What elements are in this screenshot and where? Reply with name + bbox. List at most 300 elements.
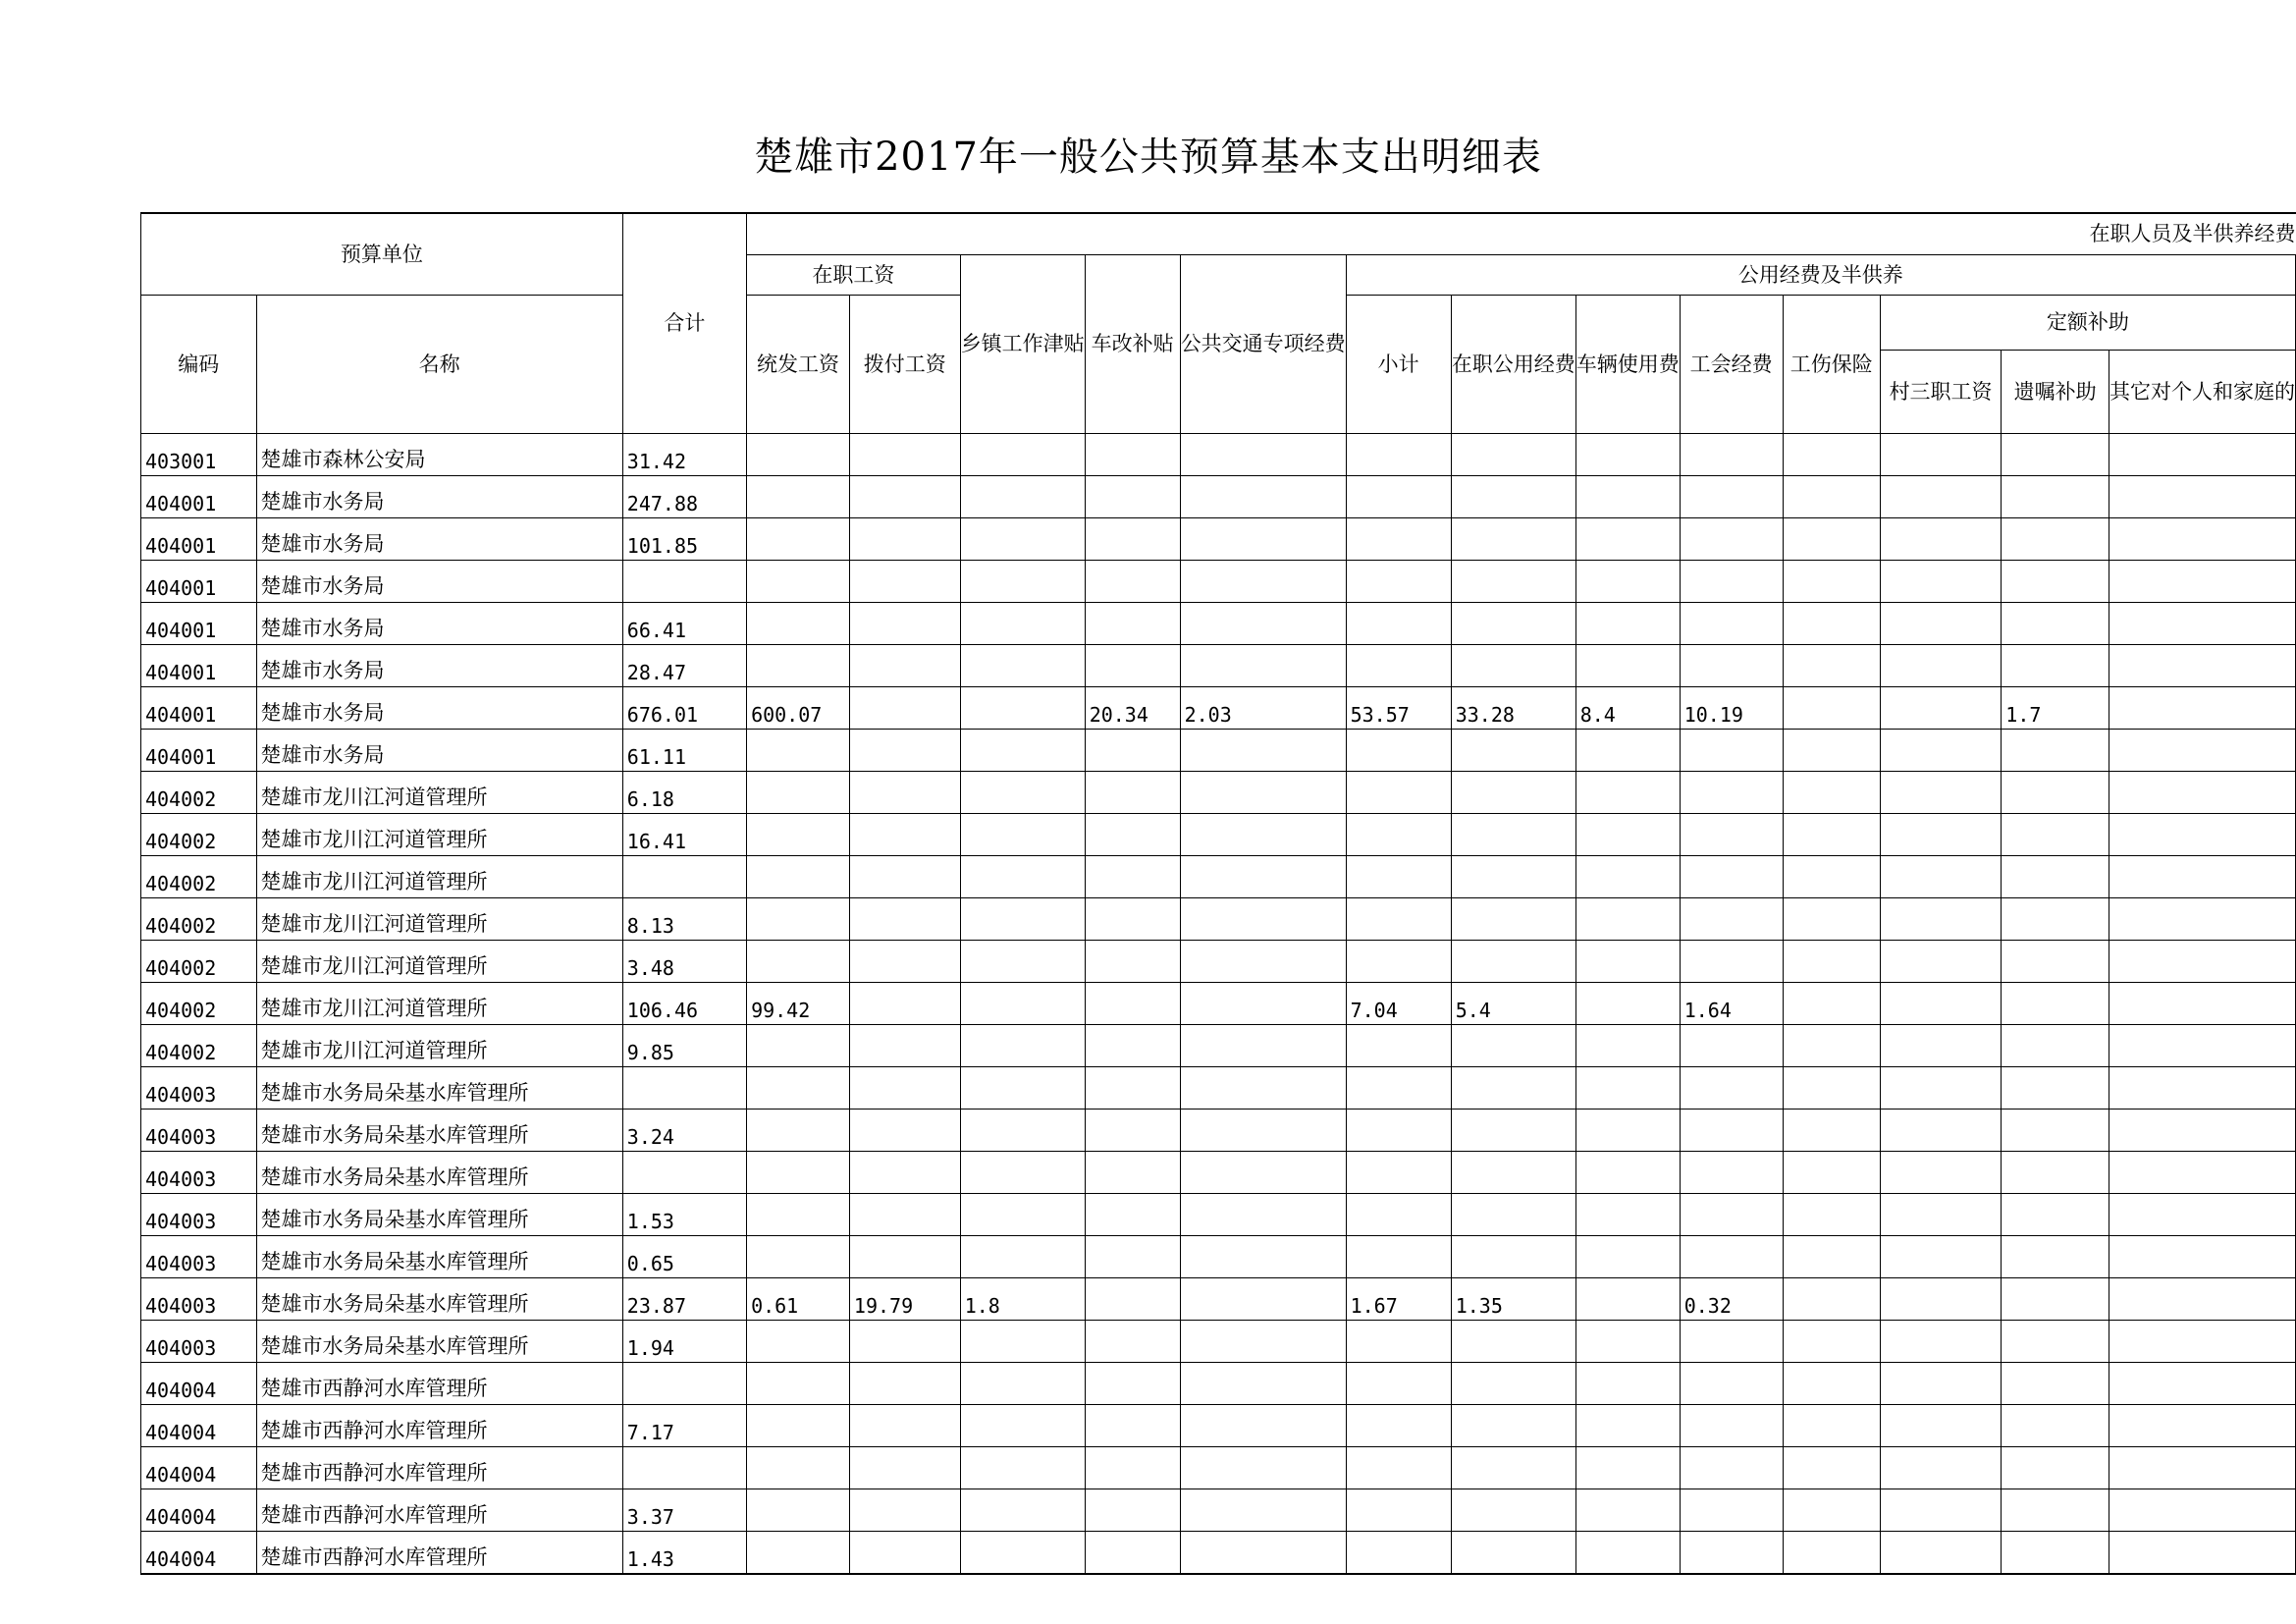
cell-unified-wages: [747, 476, 850, 518]
cell-village-three-wages: [1880, 561, 2001, 603]
cell-township-allowance: [960, 814, 1085, 856]
cell-injury-insurance: [1783, 1067, 1880, 1110]
cell-unified-wages: [747, 1489, 850, 1532]
cell-car-reform-subsidy: [1085, 1110, 1180, 1152]
cell-name: 楚雄市水务局朵基水库管理所: [256, 1194, 622, 1236]
table-row: [141, 941, 2296, 983]
cell-other-personal: [2109, 645, 2295, 687]
cell-allocated-wages: [849, 730, 960, 772]
table-row: [141, 1447, 2296, 1489]
cell-name: 楚雄市水务局朵基水库管理所: [256, 1110, 622, 1152]
table-row: [141, 772, 2296, 814]
cell-subtotal: [1346, 1152, 1451, 1194]
cell-injury-insurance: [1783, 1278, 1880, 1321]
cell-name: 楚雄市西静河水库管理所: [256, 1532, 622, 1575]
cell-injury-insurance: [1783, 1489, 1880, 1532]
cell-public-transport: [1180, 476, 1346, 518]
cell-code: 404003: [141, 1067, 257, 1110]
cell-car-reform-subsidy: [1085, 1489, 1180, 1532]
cell-village-three-wages: [1880, 983, 2001, 1025]
cell-vehicle-expense: [1575, 1067, 1680, 1110]
cell-township-allowance: [960, 1532, 1085, 1575]
cell-survivor-subsidy: [2002, 518, 2109, 561]
cell-public-transport: [1180, 772, 1346, 814]
cell-injury-insurance: [1783, 434, 1880, 476]
cell-township-allowance: [960, 561, 1085, 603]
cell-car-reform-subsidy: [1085, 772, 1180, 814]
cell-township-allowance: 1.8: [960, 1278, 1085, 1321]
cell-total: [622, 856, 746, 898]
cell-unified-wages: [747, 814, 850, 856]
cell-township-allowance: [960, 1405, 1085, 1447]
cell-car-reform-subsidy: [1085, 1236, 1180, 1278]
cell-union-expense: [1680, 1405, 1783, 1447]
cell-car-reform-subsidy: [1085, 898, 1180, 941]
cell-total: 106.46: [622, 983, 746, 1025]
cell-total: 23.87: [622, 1278, 746, 1321]
cell-code: 404001: [141, 645, 257, 687]
cell-code: 404004: [141, 1405, 257, 1447]
header-allocated-wages: 拨付工资: [849, 296, 960, 434]
cell-car-reform-subsidy: [1085, 434, 1180, 476]
cell-village-three-wages: [1880, 1236, 2001, 1278]
table-row: [141, 1405, 2296, 1447]
cell-public-transport: [1180, 1236, 1346, 1278]
table-row: [141, 856, 2296, 898]
cell-unified-wages: [747, 561, 850, 603]
cell-total: 1.43: [622, 1532, 746, 1575]
table-row: [141, 1363, 2296, 1405]
cell-code: 404004: [141, 1489, 257, 1532]
cell-name: 楚雄市森林公安局: [256, 434, 622, 476]
cell-car-reform-subsidy: [1085, 561, 1180, 603]
header-injury-insurance: 工伤保险: [1783, 296, 1880, 434]
header-vehicle-expense: 车辆使用费: [1575, 296, 1680, 434]
cell-name: 楚雄市龙川江河道管理所: [256, 772, 622, 814]
cell-subtotal: [1346, 1194, 1451, 1236]
cell-name: 楚雄市水务局朵基水库管理所: [256, 1152, 622, 1194]
cell-unified-wages: [747, 1405, 850, 1447]
cell-township-allowance: [960, 1067, 1085, 1110]
cell-code: 404003: [141, 1278, 257, 1321]
cell-township-allowance: [960, 518, 1085, 561]
cell-other-personal: [2109, 730, 2295, 772]
cell-subtotal: [1346, 518, 1451, 561]
cell-code: 404003: [141, 1321, 257, 1363]
cell-public-transport: [1180, 898, 1346, 941]
cell-allocated-wages: [849, 983, 960, 1025]
cell-total: 247.88: [622, 476, 746, 518]
cell-survivor-subsidy: [2002, 1236, 2109, 1278]
cell-injury-insurance: [1783, 1321, 1880, 1363]
cell-subtotal: [1346, 1363, 1451, 1405]
cell-name: 楚雄市水务局: [256, 687, 622, 730]
cell-vehicle-expense: [1575, 1532, 1680, 1575]
cell-car-reform-subsidy: [1085, 1278, 1180, 1321]
cell-name: 楚雄市水务局: [256, 518, 622, 561]
header-total: 合计: [622, 213, 746, 434]
cell-subtotal: [1346, 1236, 1451, 1278]
cell-staff-public-expense: [1451, 898, 1575, 941]
cell-public-transport: 2.03: [1180, 687, 1346, 730]
cell-name: 楚雄市龙川江河道管理所: [256, 814, 622, 856]
cell-allocated-wages: [849, 1152, 960, 1194]
cell-subtotal: [1346, 898, 1451, 941]
cell-total: 676.01: [622, 687, 746, 730]
cell-injury-insurance: [1783, 1532, 1880, 1575]
cell-village-three-wages: [1880, 1278, 2001, 1321]
cell-union-expense: [1680, 1194, 1783, 1236]
cell-name: 楚雄市西静河水库管理所: [256, 1405, 622, 1447]
cell-subtotal: [1346, 1067, 1451, 1110]
cell-other-personal: [2109, 1194, 2295, 1236]
cell-village-three-wages: [1880, 434, 2001, 476]
cell-car-reform-subsidy: 20.34: [1085, 687, 1180, 730]
cell-code: 404002: [141, 772, 257, 814]
cell-total: 7.17: [622, 1405, 746, 1447]
table-row: [141, 1532, 2296, 1575]
cell-allocated-wages: [849, 941, 960, 983]
cell-car-reform-subsidy: [1085, 518, 1180, 561]
cell-staff-public-expense: [1451, 1532, 1575, 1575]
cell-village-three-wages: [1880, 1489, 2001, 1532]
cell-union-expense: [1680, 1110, 1783, 1152]
cell-name: 楚雄市水务局朵基水库管理所: [256, 1321, 622, 1363]
cell-survivor-subsidy: [2002, 1532, 2109, 1575]
table-row: [141, 730, 2296, 772]
cell-car-reform-subsidy: [1085, 814, 1180, 856]
cell-name: 楚雄市水务局: [256, 561, 622, 603]
cell-vehicle-expense: [1575, 1447, 1680, 1489]
cell-vehicle-expense: [1575, 730, 1680, 772]
cell-other-personal: [2109, 814, 2295, 856]
cell-union-expense: [1680, 518, 1783, 561]
cell-unified-wages: [747, 1447, 850, 1489]
cell-car-reform-subsidy: [1085, 1447, 1180, 1489]
cell-union-expense: [1680, 434, 1783, 476]
cell-unified-wages: [747, 730, 850, 772]
cell-other-personal: [2109, 941, 2295, 983]
cell-township-allowance: [960, 1489, 1085, 1532]
table-row: [141, 434, 2296, 476]
cell-total: 9.85: [622, 1025, 746, 1067]
cell-staff-public-expense: [1451, 603, 1575, 645]
cell-other-personal: [2109, 1278, 2295, 1321]
cell-staff-public-expense: [1451, 856, 1575, 898]
cell-allocated-wages: 19.79: [849, 1278, 960, 1321]
cell-allocated-wages: [849, 1067, 960, 1110]
cell-total: 16.41: [622, 814, 746, 856]
cell-name: 楚雄市水务局: [256, 730, 622, 772]
cell-public-transport: [1180, 645, 1346, 687]
cell-injury-insurance: [1783, 1152, 1880, 1194]
cell-public-transport: [1180, 518, 1346, 561]
cell-code: 404003: [141, 1236, 257, 1278]
cell-township-allowance: [960, 941, 1085, 983]
cell-survivor-subsidy: [2002, 1321, 2109, 1363]
cell-total: [622, 561, 746, 603]
cell-public-transport: [1180, 1321, 1346, 1363]
cell-township-allowance: [960, 1152, 1085, 1194]
cell-subtotal: [1346, 645, 1451, 687]
cell-survivor-subsidy: [2002, 730, 2109, 772]
cell-unified-wages: [747, 1363, 850, 1405]
cell-survivor-subsidy: [2002, 898, 2109, 941]
table-row: [141, 814, 2296, 856]
page-title: 楚雄市2017年一般公共预算基本支出明细表: [754, 135, 1542, 180]
cell-code: 404003: [141, 1194, 257, 1236]
cell-injury-insurance: [1783, 687, 1880, 730]
cell-survivor-subsidy: [2002, 814, 2109, 856]
table-row: [141, 1194, 2296, 1236]
cell-union-expense: [1680, 941, 1783, 983]
table-row: [141, 561, 2296, 603]
table-body: [141, 434, 2296, 1575]
cell-injury-insurance: [1783, 1236, 1880, 1278]
cell-name: 楚雄市水务局朵基水库管理所: [256, 1067, 622, 1110]
cell-survivor-subsidy: [2002, 772, 2109, 814]
cell-other-personal: [2109, 856, 2295, 898]
cell-vehicle-expense: [1575, 645, 1680, 687]
table-row: [141, 476, 2296, 518]
cell-public-transport: [1180, 730, 1346, 772]
cell-car-reform-subsidy: [1085, 1321, 1180, 1363]
cell-township-allowance: [960, 1321, 1085, 1363]
cell-union-expense: [1680, 772, 1783, 814]
cell-total: 8.13: [622, 898, 746, 941]
cell-union-expense: [1680, 1236, 1783, 1278]
header-other-personal: 其它对个人和家庭的: [2109, 351, 2295, 434]
cell-survivor-subsidy: [2002, 1447, 2109, 1489]
cell-public-transport: [1180, 1278, 1346, 1321]
cell-union-expense: [1680, 1532, 1783, 1575]
cell-total: 0.65: [622, 1236, 746, 1278]
cell-staff-public-expense: [1451, 434, 1575, 476]
table-row: [141, 603, 2296, 645]
cell-subtotal: [1346, 1489, 1451, 1532]
cell-unified-wages: [747, 1236, 850, 1278]
cell-unified-wages: [747, 1025, 850, 1067]
cell-code: 404002: [141, 983, 257, 1025]
cell-village-three-wages: [1880, 730, 2001, 772]
cell-staff-public-expense: [1451, 1447, 1575, 1489]
cell-total: 61.11: [622, 730, 746, 772]
table-row: [141, 1067, 2296, 1110]
cell-total: 31.42: [622, 434, 746, 476]
cell-staff-public-expense: [1451, 1321, 1575, 1363]
table-row: [141, 1489, 2296, 1532]
table-row: [141, 1152, 2296, 1194]
cell-public-transport: [1180, 1532, 1346, 1575]
cell-car-reform-subsidy: [1085, 1067, 1180, 1110]
cell-unified-wages: [747, 518, 850, 561]
cell-village-three-wages: [1880, 1405, 2001, 1447]
cell-vehicle-expense: [1575, 476, 1680, 518]
cell-survivor-subsidy: [2002, 645, 2109, 687]
cell-unified-wages: [747, 645, 850, 687]
cell-total: 101.85: [622, 518, 746, 561]
cell-staff-public-expense: [1451, 1363, 1575, 1405]
cell-other-personal: [2109, 434, 2295, 476]
cell-subtotal: [1346, 476, 1451, 518]
cell-car-reform-subsidy: [1085, 1405, 1180, 1447]
cell-staff-public-expense: [1451, 941, 1575, 983]
cell-union-expense: [1680, 561, 1783, 603]
header-quota-subsidy: 定额补助: [1880, 296, 2295, 351]
cell-code: 404001: [141, 561, 257, 603]
cell-vehicle-expense: [1575, 1236, 1680, 1278]
cell-unified-wages: [747, 1321, 850, 1363]
cell-vehicle-expense: [1575, 1363, 1680, 1405]
cell-village-three-wages: [1880, 1194, 2001, 1236]
cell-subtotal: 53.57: [1346, 687, 1451, 730]
cell-union-expense: [1680, 730, 1783, 772]
cell-union-expense: [1680, 898, 1783, 941]
table-row: [141, 1321, 2296, 1363]
cell-village-three-wages: [1880, 856, 2001, 898]
header-survivor-subsidy: 遗嘱补助: [2002, 351, 2109, 434]
cell-code: 404001: [141, 603, 257, 645]
cell-subtotal: 1.67: [1346, 1278, 1451, 1321]
cell-injury-insurance: [1783, 814, 1880, 856]
cell-allocated-wages: [849, 476, 960, 518]
cell-survivor-subsidy: [2002, 983, 2109, 1025]
cell-total: 66.41: [622, 603, 746, 645]
cell-car-reform-subsidy: [1085, 730, 1180, 772]
cell-name: 楚雄市西静河水库管理所: [256, 1489, 622, 1532]
cell-unified-wages: [747, 772, 850, 814]
cell-name: 楚雄市水务局: [256, 645, 622, 687]
cell-injury-insurance: [1783, 983, 1880, 1025]
table-row: [141, 983, 2296, 1025]
cell-survivor-subsidy: [2002, 1405, 2109, 1447]
cell-union-expense: [1680, 1447, 1783, 1489]
cell-staff-public-expense: [1451, 476, 1575, 518]
cell-injury-insurance: [1783, 1447, 1880, 1489]
cell-name: 楚雄市西静河水库管理所: [256, 1447, 622, 1489]
cell-vehicle-expense: [1575, 814, 1680, 856]
cell-township-allowance: [960, 1236, 1085, 1278]
cell-injury-insurance: [1783, 1363, 1880, 1405]
cell-township-allowance: [960, 772, 1085, 814]
cell-allocated-wages: [849, 518, 960, 561]
cell-allocated-wages: [849, 1405, 960, 1447]
cell-injury-insurance: [1783, 1405, 1880, 1447]
header-village-three-wages: 村三职工资: [1880, 351, 2001, 434]
cell-other-personal: [2109, 1532, 2295, 1575]
header-budget-unit: 预算单位: [141, 213, 623, 296]
cell-other-personal: [2109, 1489, 2295, 1532]
cell-total: [622, 1067, 746, 1110]
cell-car-reform-subsidy: [1085, 983, 1180, 1025]
cell-unified-wages: [747, 1194, 850, 1236]
cell-village-three-wages: [1880, 603, 2001, 645]
cell-subtotal: [1346, 1532, 1451, 1575]
cell-code: 404004: [141, 1447, 257, 1489]
cell-union-expense: [1680, 1489, 1783, 1532]
cell-public-transport: [1180, 434, 1346, 476]
cell-total: [622, 1447, 746, 1489]
header-car-reform-subsidy: 车改补贴: [1085, 255, 1180, 434]
cell-subtotal: [1346, 814, 1451, 856]
cell-vehicle-expense: [1575, 518, 1680, 561]
cell-allocated-wages: [849, 687, 960, 730]
cell-allocated-wages: [849, 1363, 960, 1405]
cell-allocated-wages: [849, 856, 960, 898]
table-row: [141, 1025, 2296, 1067]
cell-other-personal: [2109, 1152, 2295, 1194]
cell-total: [622, 1152, 746, 1194]
cell-car-reform-subsidy: [1085, 1025, 1180, 1067]
cell-vehicle-expense: [1575, 1278, 1680, 1321]
cell-other-personal: [2109, 1363, 2295, 1405]
cell-survivor-subsidy: [2002, 941, 2109, 983]
cell-union-expense: [1680, 603, 1783, 645]
cell-vehicle-expense: [1575, 603, 1680, 645]
cell-other-personal: [2109, 1236, 2295, 1278]
cell-code: 404001: [141, 476, 257, 518]
cell-code: 404001: [141, 730, 257, 772]
header-union-expense: 工会经费: [1680, 296, 1783, 434]
cell-vehicle-expense: [1575, 1110, 1680, 1152]
cell-car-reform-subsidy: [1085, 1152, 1180, 1194]
cell-survivor-subsidy: 1.7: [2002, 687, 2109, 730]
cell-subtotal: [1346, 1405, 1451, 1447]
cell-subtotal: [1346, 603, 1451, 645]
cell-unified-wages: [747, 1067, 850, 1110]
cell-car-reform-subsidy: [1085, 1194, 1180, 1236]
cell-village-three-wages: [1880, 1152, 2001, 1194]
cell-name: 楚雄市水务局朵基水库管理所: [256, 1278, 622, 1321]
cell-other-personal: [2109, 1067, 2295, 1110]
cell-unified-wages: [747, 941, 850, 983]
cell-public-transport: [1180, 983, 1346, 1025]
cell-total: 28.47: [622, 645, 746, 687]
cell-unified-wages: 0.61: [747, 1278, 850, 1321]
cell-vehicle-expense: [1575, 941, 1680, 983]
cell-union-expense: [1680, 814, 1783, 856]
cell-vehicle-expense: [1575, 1405, 1680, 1447]
cell-vehicle-expense: [1575, 1489, 1680, 1532]
cell-staff-public-expense: [1451, 1236, 1575, 1278]
cell-subtotal: [1346, 561, 1451, 603]
table-row: [141, 1278, 2296, 1321]
cell-survivor-subsidy: [2002, 561, 2109, 603]
cell-village-three-wages: [1880, 645, 2001, 687]
cell-injury-insurance: [1783, 941, 1880, 983]
cell-injury-insurance: [1783, 898, 1880, 941]
cell-vehicle-expense: [1575, 772, 1680, 814]
cell-injury-insurance: [1783, 856, 1880, 898]
cell-union-expense: [1680, 645, 1783, 687]
cell-village-three-wages: [1880, 1321, 2001, 1363]
cell-township-allowance: [960, 1447, 1085, 1489]
cell-public-transport: [1180, 814, 1346, 856]
table-row: [141, 1236, 2296, 1278]
cell-public-transport: [1180, 1067, 1346, 1110]
cell-car-reform-subsidy: [1085, 645, 1180, 687]
cell-allocated-wages: [849, 1236, 960, 1278]
cell-union-expense: 10.19: [1680, 687, 1783, 730]
cell-staff-public-expense: [1451, 1152, 1575, 1194]
cell-vehicle-expense: [1575, 1152, 1680, 1194]
cell-code: 404002: [141, 814, 257, 856]
header-code: 编码: [141, 296, 257, 434]
cell-staff-public-expense: [1451, 645, 1575, 687]
cell-injury-insurance: [1783, 1194, 1880, 1236]
cell-township-allowance: [960, 645, 1085, 687]
cell-village-three-wages: [1880, 772, 2001, 814]
